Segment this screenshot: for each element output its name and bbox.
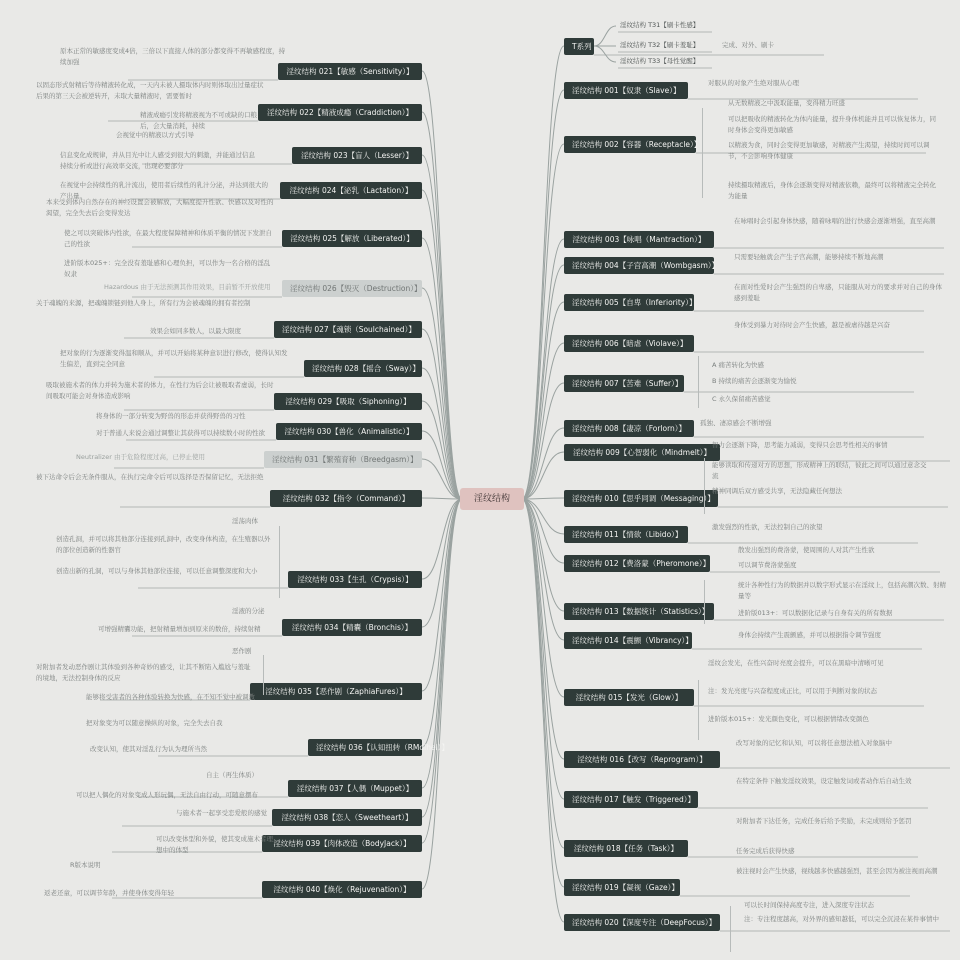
left-note: 关于魂魄的来源，把魂魄锁链到他人身上，所有行为会被魂魄的拥有者控制 (36, 299, 251, 307)
note-bracket (698, 356, 848, 408)
right-branch-node[interactable]: 淫纹结构 010【思乎同调（Messaging）】 (564, 490, 718, 507)
left-note: 可以改变体型和外貌，使其变成施术者理想中的体型 (156, 835, 273, 854)
right-note: 只需要轻触就会产生子宫高潮，能够持续不断地高潮 (734, 253, 884, 261)
connector-line (422, 155, 462, 499)
left-note: 把对象的行为逐渐变得温和顺从，并可以开始将某种意识进行修改，使得认知发生偏差，直到完全同意 (60, 349, 288, 368)
right-branch-node[interactable]: 淫纹结构 014【震颤（Vibrancy）】 (564, 632, 692, 649)
connector-line (422, 499, 462, 843)
left-note: 精液成瘾引发将精液视为不可或缺的口粮后，会大量消耗，持续 (140, 111, 257, 130)
right-note: 淫纹会发光，在性兴奋时亮度会提升，可以在黑暗中清晰可见 (708, 659, 884, 667)
connector-line (522, 90, 564, 499)
connector-line (594, 26, 616, 46)
left-note: 吸取被施术者的体力并转为施术者的体力，在性行为后会让被吸取者虚弱，长时间吸取可能会对身体造成影响 (46, 381, 274, 400)
right-note: 可以长时间保持高度专注，进入深度专注状态 (744, 901, 874, 909)
right-branch-node[interactable]: 淫纹结构 011【情欲（Libido）】 (564, 526, 688, 543)
left-note: 将身体的一部分转变为野兽的形态并获得野兽的习性 (96, 412, 246, 420)
left-branch-node[interactable]: 淫纹结构 039【肉体改造（BodyJack）】 (262, 835, 422, 852)
left-note: 以固态形式射精后等待精液转化成，一天内未被人摄取体内时则体取出过量症状后果的第三天会被逆转开，未取大量精液时，需要暂时 (36, 81, 264, 100)
right-note: 被注视时会产生快感，视线越多快感越强烈，甚至会因为被注视而高潮 (736, 867, 938, 875)
right-note: 从无数精液之中汲取能量，变得精力旺盛 (728, 99, 845, 107)
t-series-item[interactable]: 淫纹结构 T32【刷卡羞耻】 (620, 41, 700, 49)
right-branch-node[interactable]: 淫纹结构 017【触发（Triggered）】 (564, 791, 698, 808)
right-note: 可以调节费洛蒙强度 (738, 561, 797, 569)
right-note: C 永久保留痛苦感觉 (712, 395, 771, 403)
connector-line (522, 499, 564, 848)
left-note: 使之可以突破体内性欲，在最大程度保障精神和体质平衡的情况下发泄自己的性欲 (64, 229, 272, 248)
right-note: 进阶版013+：可以数据化记录与自身有关的所有数据 (738, 609, 893, 617)
left-note: 与施术者一起享受恋爱般的感觉 (176, 809, 267, 817)
left-branch-node[interactable]: 淫纹结构 032【指令（Command）】 (270, 490, 422, 507)
left-note: 在视觉中会持续性的乳汁流出，使用者后续性的乳汁分泌，并达到很大的产出量。 (60, 181, 268, 200)
left-branch-node[interactable]: 淫纹结构 029【吸取（Siphoning）】 (274, 393, 422, 410)
connector-line (422, 190, 462, 499)
left-note: 信息变化成规律，并从目光中让人感受到很大的刺激，并能通过信息持续分析或进行高效率交流，出现必要部分 (60, 151, 255, 170)
left-note: Hazardous 由于无法预测其作用效果，目前暂不开放使用 (104, 283, 271, 291)
right-branch-node[interactable]: 淫纹结构 004【子宫高潮（Wombgasm）】 (564, 257, 714, 274)
left-branch-node[interactable]: 淫纹结构 034【精囊（Bronchis）】 (282, 619, 422, 636)
right-branch-node[interactable]: T系列 (564, 38, 594, 55)
note-bracket (730, 906, 952, 952)
right-branch-node[interactable]: 淫纹结构 003【咏唱（Mantraction）】 (564, 231, 714, 248)
left-note: 创造出新的孔洞，可以与身体其他部位连接，可以任意调整深度和大小 (56, 567, 258, 575)
t-series-note: 完成、对外、刷卡 (722, 41, 774, 49)
left-branch-node[interactable]: 淫纹结构 024【泌乳（Lactation）】 (280, 182, 422, 199)
connector-line (522, 302, 564, 499)
connector-line (522, 499, 564, 799)
left-branch-node[interactable]: 淫纹结构 031【繁殖育种（Breedgasm）】 (264, 451, 422, 468)
right-branch-node[interactable]: 淫纹结构 008【凄凉（Forlorn）】 (564, 420, 694, 437)
right-note: 进阶版本015+：发光颜色变化，可以根据情绪改变颜色 (708, 715, 869, 723)
right-note: 对服从的对象产生绝对服从心理 (708, 79, 799, 87)
left-note: 会视觉中的精液以方式引导 (116, 131, 194, 139)
left-note: 对于普通人来说会通过调整让其获得可以持续数小时的性欲 (96, 429, 265, 437)
left-note: 本来受到体内自然存在的神经设置会被解放，大幅度提升性欲、快感以及对性的渴望，完全失去后会变得发达 (46, 198, 274, 217)
right-branch-node[interactable]: 淫纹结构 019【凝视（Gaze）】 (564, 879, 680, 896)
right-branch-node[interactable]: 淫纹结构 016【改写（Reprogram）】 (564, 751, 720, 768)
right-branch-node[interactable]: 淫纹结构 012【费洛蒙（Pheromone）】 (564, 555, 710, 572)
left-branch-node[interactable]: 淫纹结构 037【人偶（Muppet）】 (288, 780, 422, 797)
right-note: 持续摄取精液后，身体会逐渐变得对精液依赖，最终可以将精液完全转化为能量 (728, 181, 936, 200)
left-note: 原本正常的敏感度变成4倍，三倍以下直接人体的部分都变得不再敏感程度，持续加强 (60, 47, 286, 66)
note-bracket (50, 560, 280, 598)
left-branch-node[interactable]: 淫纹结构 026【毁灭（Destruction）】 (282, 280, 422, 297)
connector-line (422, 112, 462, 499)
left-note: 创造孔洞，并可以将其他部分连接到孔洞中，改变身体构造，在生殖器以外的部位创造新的性器官 (56, 535, 271, 554)
left-note: 进阶版本025+：完全没有羞耻感和心理负担，可以作为一名合格的淫乱奴隶 (64, 259, 271, 278)
right-note: 能够读取和传递对方的思想，形成精神上的联结，彼此之间可以通过意念交流 (712, 461, 927, 480)
left-note: 返老还童，可以调节年龄，并使身体变得年轻 (44, 889, 174, 897)
note-bracket (704, 458, 954, 514)
right-branch-node[interactable]: 淫纹结构 013【数据统计（Statistics）】 (564, 603, 714, 620)
left-note: 恶作剧 (232, 647, 252, 655)
left-branch-node[interactable]: 淫纹结构 021【敏感（Sensitivity）】 (278, 63, 422, 80)
right-branch-node[interactable]: 淫纹结构 002【容器（Receptacle）】 (564, 136, 696, 153)
connector-line (522, 498, 564, 499)
right-note: 可以把吸收的精液转化为体内能量，提升身体机能并且可以恢复体力，同时身体会变得更加敏感 (728, 115, 936, 134)
left-note: 淫荡肉体 (232, 517, 258, 525)
left-note: R版本说明 (70, 861, 101, 869)
connector-line (594, 46, 616, 62)
left-branch-node[interactable]: 淫纹结构 025【解放（Liberated）】 (282, 230, 422, 247)
left-branch-node[interactable]: 淫纹结构 035【恶作剧（ZaphiaFures）】 (250, 683, 422, 700)
right-branch-node[interactable]: 淫纹结构 006【暗虐（Violave）】 (564, 335, 694, 352)
left-branch-node[interactable]: 淫纹结构 033【生孔（Crypsis）】 (288, 571, 422, 588)
right-branch-node[interactable]: 淫纹结构 005【自卑（Inferiority）】 (564, 294, 694, 311)
connector-line (522, 499, 564, 922)
left-note: 可增强精囊功能，把射精量增加到原来的数倍，持续射精 (98, 625, 261, 633)
center-node[interactable]: 淫纹结构 (460, 488, 524, 510)
left-note: 被下达命令后会无条件服从，在执行完命令后可以选择是否保留记忆，无法拒绝 (36, 473, 264, 481)
left-note: 把对象变为可以随意操纵的对象，完全失去自我 (86, 719, 223, 727)
right-note: 注：发光亮度与兴奋程度成正比，可以用于判断对象的状态 (708, 687, 877, 695)
right-note: 在咏唱时会引起身体快感，随着咏唱的进行快感会逐渐增强，直至高潮 (734, 217, 936, 225)
left-note: 对附加者发动恶作剧让其体验到各种奇妙的感受，让其不断陷入尴尬与羞耻的境地，无法控制身体的反应 (36, 663, 251, 682)
right-note: 智力会逐渐下降，思考能力减弱，变得只会思考性相关的事情 (712, 441, 888, 449)
left-branch-node[interactable]: 淫纹结构 022【精液成瘾（Craddiction）】 (258, 104, 422, 121)
right-note: 在特定条件下触发淫纹效果，设定触发词或者动作后自动生效 (736, 777, 912, 785)
left-note: 可以把人偶化的对象变成人形玩偶，无法自由行动，可随意摆布 (76, 791, 258, 799)
left-note: 效果会如同多数人，以最大限度 (150, 327, 241, 335)
connector-line (522, 144, 564, 499)
right-note: 注：专注程度越高，对外界的感知越低，可以完全沉浸在某件事情中 (744, 915, 939, 923)
connector-line (422, 499, 462, 817)
left-branch-node[interactable]: 淫纹结构 028【摇合（Sway）】 (304, 360, 422, 377)
right-branch-node[interactable]: 淫纹结构 009【心智弱化（Mindmelt）】 (564, 444, 720, 461)
left-branch-node[interactable]: 淫纹结构 038【恋人（Sweetheart）】 (272, 809, 422, 826)
right-branch-node[interactable]: 淫纹结构 001【奴隶（Slave）】 (564, 82, 688, 99)
connector-line (422, 329, 462, 499)
t-series-item[interactable]: 淫纹结构 T33【母性觉醒】 (620, 57, 700, 65)
right-note: 改写对象的记忆和认知，可以将任意想法植入对象脑中 (736, 739, 892, 747)
left-note: 淫液的分泌 (232, 607, 265, 615)
right-note: 对附加者下达任务，完成任务后给予奖励，未完成则给予惩罚 (736, 817, 912, 825)
right-branch-node[interactable]: 淫纹结构 007【苦难（Suffer）】 (564, 375, 684, 392)
note-bracket (702, 108, 952, 198)
t-series-item[interactable]: 淫纹结构 T31【刷卡性感】 (620, 21, 700, 29)
connector-line (522, 499, 564, 640)
left-note: 自主（再生体质） (206, 771, 258, 779)
left-note: 能够将受害者的各种体验转换为快感，在不知不觉中被调教 (86, 693, 255, 701)
right-note: 身体受到暴力对待时会产生快感，越是被虐待越是兴奋 (734, 321, 890, 329)
left-branch-node[interactable]: 淫纹结构 027【魂锁（Soulchained）】 (274, 321, 422, 338)
left-branch-node[interactable]: 淫纹结构 030【兽化（Animalistic）】 (276, 423, 422, 440)
note-bracket (44, 655, 264, 695)
right-note: B 持续的痛苦会逐渐变为愉悦 (712, 377, 797, 385)
right-branch-node[interactable]: 淫纹结构 015【发光（Glow）】 (564, 689, 694, 706)
right-note: 身体会持续产生震颤感，并可以根据指令调节强度 (738, 631, 881, 639)
connector-line (422, 499, 462, 627)
left-note: 改变认知，使其对淫乱行为认为理所当然 (90, 745, 207, 753)
left-branch-node[interactable]: 淫纹结构 036【认知扭转（RMdlhel）】 (308, 739, 422, 756)
right-note: 精神同调后双方感受共享，无法隐藏任何想法 (712, 487, 842, 495)
right-note: 任务完成后获得快感 (736, 847, 795, 855)
right-branch-node[interactable]: 淫纹结构 018【任务（Task）】 (564, 840, 688, 857)
right-note: 散发出强烈的费洛蒙，使周围的人对其产生性欲 (738, 546, 875, 554)
right-branch-node[interactable]: 淫纹结构 020【深度专注（DeepFocus）】 (564, 914, 720, 931)
note-bracket (698, 680, 948, 740)
note-bracket (704, 580, 954, 624)
left-branch-node[interactable]: 淫纹结构 040【焕化（Rejuvenation）】 (262, 881, 422, 898)
right-note: 统计各种性行为的数据并以数字形式显示在淫纹上，包括高潮次数、射精量等 (738, 581, 946, 600)
right-note: 在面对性爱时会产生强烈的自卑感，只能服从对方的要求并对自己的身体感到羞耻 (734, 283, 942, 302)
right-note: A 痛苦转化为快感 (712, 361, 765, 369)
left-note: Neutralizer 由于危险程度过高，已停止使用 (76, 453, 205, 461)
right-note: 激发强烈的性欲，无法控制自己的欲望 (712, 523, 823, 531)
right-note: 孤独、凄凉感会不断增强 (700, 419, 772, 427)
right-note: 以精液为食，同时会变得更加敏感，对精液产生渴望，持续时间可以调节，不会影响身体健康 (728, 141, 930, 160)
left-branch-node[interactable]: 淫纹结构 023【盲人（Lesser）】 (292, 147, 422, 164)
